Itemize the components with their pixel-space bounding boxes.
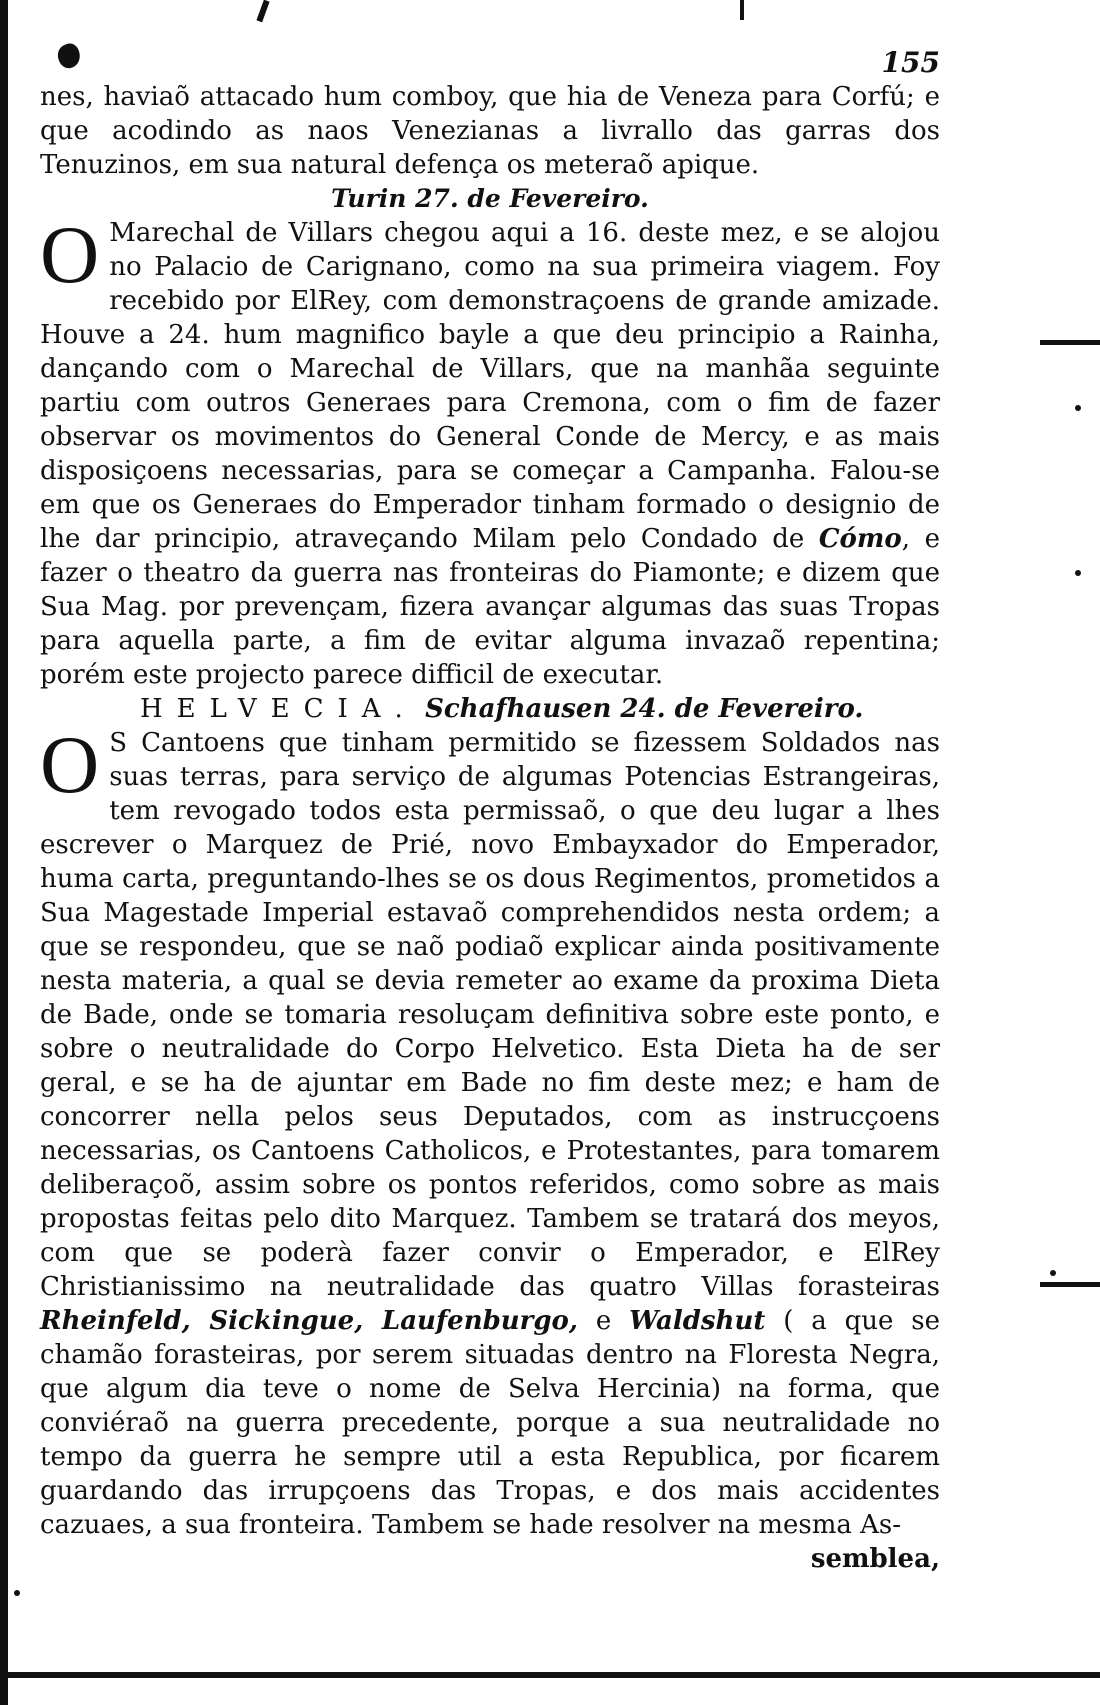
page-text [40,80,940,1576]
helvecia-text: S Cantoens que tinham permitido se fizessem Soldados nas suas terras, para serviço de algumas Potencias Estrangeiras, tem revogado todos esta permissaõ, o que deu lugar a lhes escrever o Marquez de Prié, novo Embayxador do Emperador, huma carta, preguntando-lhes se os dous Regimentos, prometidos a Sua Magestade Imperial estavaõ comprehendidos nesta ordem; a que se respondeu, que se naõ podiaõ explicar ainda positivamente nesta materia, a qual se devia remeter ao exame da proxima Dieta de Bade, onde se tomaria resoluçam definitiva sobre este ponto, e sobre o neutralidade do Corpo Helvetico. Esta Dieta ha de ser geral, e se ha de ajuntar em Bade no fim deste mez; e ham de concorrer nella pelos seus Deputados, com as instrucçoens necessarias, os Cantoens Catholicos, e Protestantes, para tomarem deliberaçoõ, assim sobre os pontos referidos, como sobre as mais propostas feitas pelo dito Marquez. Tambem se tratará dos meyos, com que se poderà fazer convir o Emperador, e ElRey Christianissimo na neutralidade das quatro Villas forasteiras [40,728,940,1302]
scan-mark [1040,1282,1100,1287]
ink-blot [55,41,84,71]
scan-mark [740,0,744,20]
scan-mark [256,0,269,22]
section-heading [40,692,940,726]
town-names: Rheinfeld, Sickingue, Laufenburgo, [40,1306,578,1336]
dropcap: O [40,209,100,300]
scan-mark [14,1590,20,1596]
scan-mark [1050,1270,1056,1276]
scan-edge-left [0,0,8,1705]
page-number: 155 [881,46,940,79]
helvecia-paragraph [40,719,940,1542]
country-name: HELVECIA. [140,694,417,724]
opening-paragraph: nes, haviaõ attacado hum comboy, que hia de Veneza para Corfú; e que acodindo as naos Venezianas a livrallo das garras dos Tenuzinos, em sua natural defença os meteraõ apique. [40,82,940,180]
scan-mark [1040,340,1100,345]
turin-paragraph [40,209,940,692]
scan-mark [1075,570,1081,576]
turin-text-end: , e fazer o theatro da guerra nas fronteiras do Piamonte; e dizem que Sua Mag. por prevençam, fizera avançar algumas das suas Tropas para aquella parte, a fim de evitar alguma invazaõ repentina; porém este projecto parece difficil de executar. [40,524,940,690]
town-name: Waldshut [629,1306,766,1336]
turin-text: Marechal de Villars chegou aqui a 16. deste mez, e se alojou no Palacio de Carignano, como na sua primeira viagem. Foy recebido por ElRey, com demonstraçoens de grande amizade. Houve a 24. hum magnifico bayle a que deu principio a Rainha, dançando com o Marechal de Villars, que na manhãa seguinte partiu com outros Generaes para Cremona, com o fim de fazer observar os movimentos do General Conde de Mercy, e as mais disposiçoens necessarias, para se começar a Campanha. Falou-se em que os Generaes do Emperador tinham formado o designio de lhe dar principio, atraveçando Milam pelo Condado de [40,218,940,554]
scan-mark [1075,405,1081,411]
dropcap: O [40,719,100,810]
dateline-schafhausen: Schafhausen 24. de Fevereiro. [425,694,864,724]
helvecia-text: ( a que se chamão forasteiras, por serem situadas dentro na Floresta Negra, que algum dia teve o nome de Selva Hercinia) na forma, que conviéraõ na guerra precedente, porque a sua neutralidade no tempo da guerra he sempre util a esta Republica, por ficarem guardando das irrupçoens das Tropas, e dos mais accidentes cazuaes, a sua fronteira. Tambem se hade resolver na mesma As- [40,1306,940,1540]
dateline-turin: Turin 27. de Fevereiro. [331,184,649,213]
helvecia-text: e [577,1306,630,1336]
scan-edge-bottom [0,1672,1100,1678]
place-name: Cómo [818,524,902,554]
catchword: semblea, [810,1544,940,1574]
